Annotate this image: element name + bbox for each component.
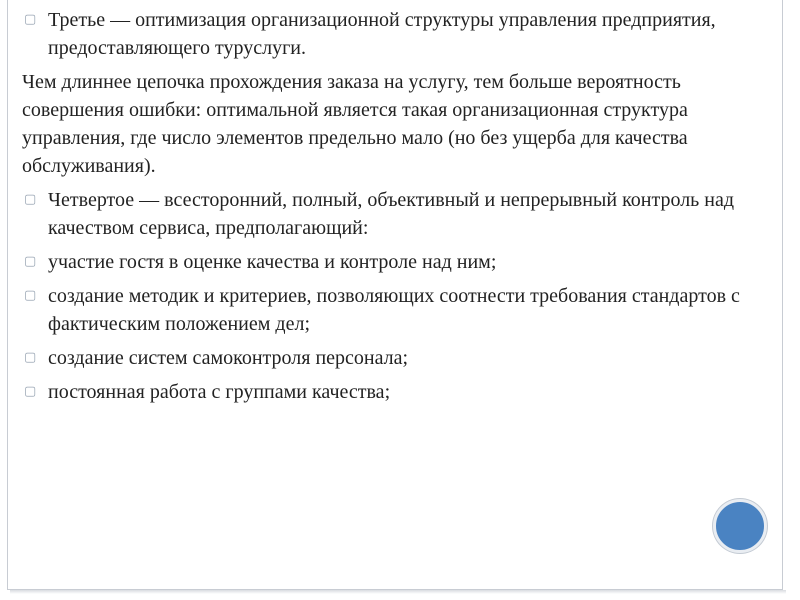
box-bullet-icon: ▢ [24,384,37,399]
box-bullet-icon: ▢ [24,350,37,365]
paragraph [22,68,767,180]
bullet-text: участие гостя в оценке качества и контроле над ним; [48,251,497,273]
bullet-item [22,282,767,338]
slide-frame-shadow [10,590,786,594]
bullet-item [22,248,767,276]
slide-content [22,6,767,412]
box-bullet-icon: ▢ [24,254,37,269]
paragraph-text: Чем длиннее цепочка прохождения заказа на услугу, тем больше вероятность совершения ошибки: оптимальной является такая организационная структура управления, где число элементов предельно мало (но без ущерба для качества обслуживания). [22,71,688,177]
bullet-text: Третье — оптимизация организационной структуры управления предприятия, предоставляющего туруслуги. [48,9,716,59]
bullet-item [22,6,767,62]
box-bullet-icon: ▢ [24,192,37,207]
box-bullet-icon: ▢ [24,288,37,303]
bullet-item [22,344,767,372]
bullet-text: Четвертое — всесторонний, полный, объективный и непрерывный контроль над качеством сервиса, предполагающий: [48,189,735,239]
bullet-text: постоянная работа с группами качества; [48,381,391,403]
bullet-text: создание систем самоконтроля персонала; [48,347,409,369]
decorative-circle [713,499,767,553]
bullet-item [22,378,767,406]
bullet-item [22,186,767,242]
box-bullet-icon: ▢ [24,12,37,27]
bullet-text: создание методик и критериев, позволяющих соотнести требования стандартов с фактическим положением дел; [48,285,740,335]
